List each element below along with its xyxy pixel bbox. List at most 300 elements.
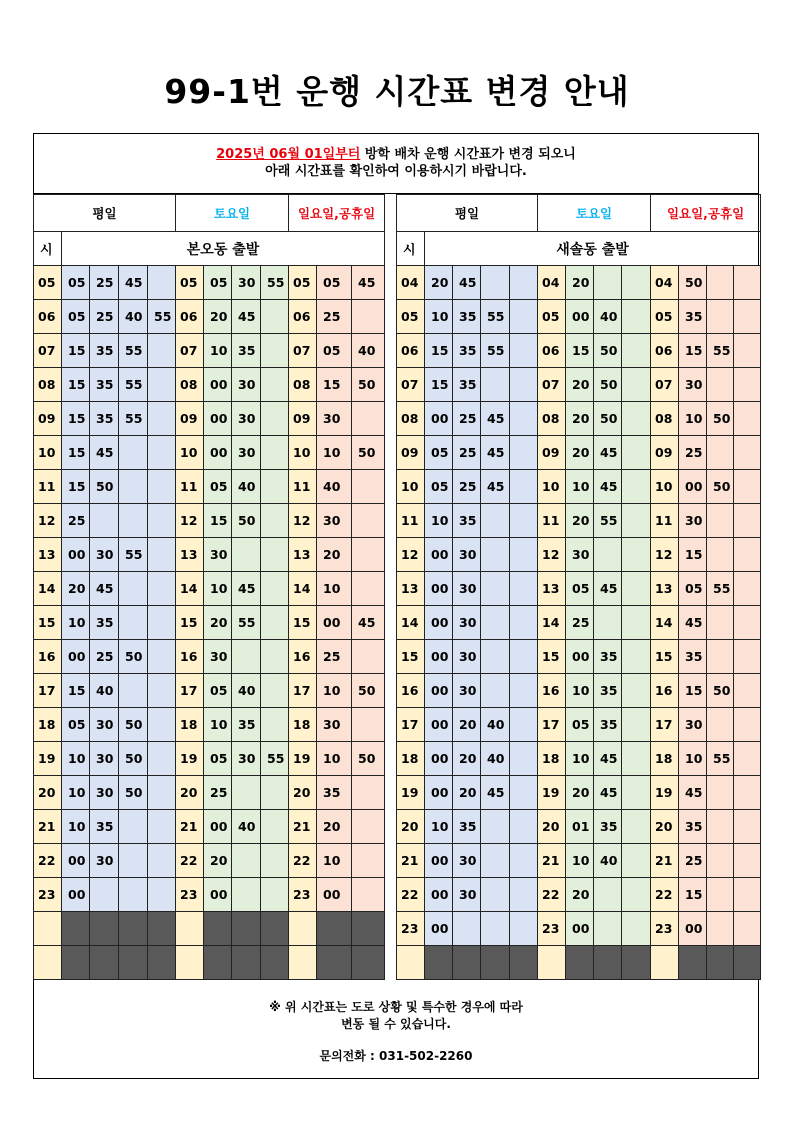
weekday-minute <box>148 878 176 912</box>
saturday-minute: 10 <box>566 844 594 878</box>
hour-cell: 19 <box>538 776 566 810</box>
hour-cell: 07 <box>289 334 317 368</box>
unused-cell <box>119 946 148 980</box>
weekday-minute: 15 <box>62 334 90 368</box>
empty-hour-cell <box>176 946 204 980</box>
weekday-minute: 20 <box>453 742 481 776</box>
saturday-minute: 15 <box>204 504 232 538</box>
weekday-minute <box>481 912 510 946</box>
sunday-minute: 40 <box>317 470 352 504</box>
hour-cell: 20 <box>289 776 317 810</box>
weekday-minute: 00 <box>425 402 453 436</box>
weekday-minute: 25 <box>453 436 481 470</box>
saturday-minute: 25 <box>566 606 594 640</box>
sunday-minute <box>734 912 761 946</box>
weekday-minute <box>481 606 510 640</box>
hour-cell: 20 <box>651 810 679 844</box>
weekday-minute <box>481 538 510 572</box>
sunday-minute: 30 <box>317 402 352 436</box>
hour-cell: 13 <box>651 572 679 606</box>
sunday-minute: 25 <box>679 844 707 878</box>
sunday-minute <box>707 504 734 538</box>
weekday-minute <box>148 368 176 402</box>
sunday-minute <box>734 810 761 844</box>
sunday-minute: 20 <box>317 538 352 572</box>
weekday-minute: 15 <box>62 402 90 436</box>
weekday-minute: 20 <box>453 708 481 742</box>
hour-cell: 08 <box>289 368 317 402</box>
hour-cell: 11 <box>34 470 62 504</box>
hour-cell: 18 <box>397 742 425 776</box>
weekday-minute: 50 <box>90 470 119 504</box>
left-row-19 <box>34 742 385 776</box>
notice-effective-date: 2025년 06월 01일부터 <box>216 147 361 162</box>
saturday-minute: 20 <box>566 776 594 810</box>
unused-cell <box>425 946 453 980</box>
hour-cell: 15 <box>538 640 566 674</box>
left-row-21 <box>34 810 385 844</box>
weekday-minute <box>510 742 538 776</box>
weekday-minute <box>510 368 538 402</box>
empty-hour-cell <box>651 946 679 980</box>
sunday-minute: 25 <box>679 436 707 470</box>
saturday-minute <box>261 810 289 844</box>
hour-cell: 23 <box>176 878 204 912</box>
saturday-minute <box>261 334 289 368</box>
left-empty-row <box>34 946 385 980</box>
right-label-weekday: 평일 <box>454 206 480 221</box>
weekday-minute: 25 <box>90 640 119 674</box>
saturday-minute: 01 <box>566 810 594 844</box>
sunday-minute: 10 <box>317 674 352 708</box>
weekday-minute: 10 <box>62 742 90 776</box>
saturday-minute: 10 <box>566 742 594 776</box>
hour-cell: 20 <box>176 776 204 810</box>
saturday-minute: 30 <box>204 640 232 674</box>
saturday-minute: 05 <box>204 674 232 708</box>
saturday-minute: 45 <box>232 300 261 334</box>
hour-cell: 06 <box>289 300 317 334</box>
hour-cell: 05 <box>289 266 317 300</box>
sunday-minute <box>734 334 761 368</box>
sunday-minute <box>734 742 761 776</box>
sunday-minute: 15 <box>679 538 707 572</box>
weekday-minute <box>148 742 176 776</box>
weekday-minute: 10 <box>62 776 90 810</box>
sunday-minute: 35 <box>679 640 707 674</box>
hour-cell: 22 <box>651 878 679 912</box>
sunday-minute: 10 <box>679 402 707 436</box>
weekday-minute: 45 <box>481 776 510 810</box>
right-row-21 <box>397 844 761 878</box>
hour-cell: 19 <box>34 742 62 776</box>
left-station-name: 본오동 출발 <box>62 232 385 266</box>
weekday-minute: 30 <box>453 538 481 572</box>
sunday-minute <box>352 844 385 878</box>
weekday-minute: 40 <box>481 742 510 776</box>
sunday-minute: 50 <box>352 368 385 402</box>
sunday-minute <box>352 402 385 436</box>
weekday-minute: 20 <box>453 776 481 810</box>
unused-cell <box>90 912 119 946</box>
weekday-minute: 30 <box>453 844 481 878</box>
hour-cell: 15 <box>651 640 679 674</box>
left-row-22 <box>34 844 385 878</box>
saturday-minute: 40 <box>232 470 261 504</box>
hour-cell: 18 <box>289 708 317 742</box>
hour-cell: 05 <box>651 300 679 334</box>
weekday-minute <box>119 436 148 470</box>
sunday-minute: 55 <box>707 572 734 606</box>
saturday-minute: 00 <box>566 912 594 946</box>
weekday-minute: 00 <box>425 742 453 776</box>
sunday-minute: 50 <box>352 436 385 470</box>
unused-cell <box>148 946 176 980</box>
sunday-minute <box>734 470 761 504</box>
hour-cell: 21 <box>289 810 317 844</box>
weekday-minute: 35 <box>90 606 119 640</box>
saturday-minute <box>622 742 651 776</box>
hour-cell: 17 <box>289 674 317 708</box>
hour-cell: 07 <box>538 368 566 402</box>
weekday-minute: 25 <box>90 266 119 300</box>
weekday-minute <box>510 300 538 334</box>
saturday-minute <box>232 776 261 810</box>
hour-cell: 10 <box>538 470 566 504</box>
saturday-minute <box>622 640 651 674</box>
weekday-minute <box>481 878 510 912</box>
empty-hour-cell <box>176 912 204 946</box>
saturday-minute: 30 <box>566 538 594 572</box>
saturday-minute <box>622 504 651 538</box>
hour-cell: 23 <box>397 912 425 946</box>
weekday-minute <box>510 266 538 300</box>
saturday-minute: 10 <box>204 334 232 368</box>
right-row-10 <box>397 470 761 504</box>
hour-cell: 08 <box>538 402 566 436</box>
sunday-minute <box>352 470 385 504</box>
hour-cell: 22 <box>397 878 425 912</box>
weekday-minute <box>510 810 538 844</box>
hour-cell: 18 <box>34 708 62 742</box>
hour-cell: 06 <box>176 300 204 334</box>
left-row-11 <box>34 470 385 504</box>
unused-cell <box>453 946 481 980</box>
weekday-minute: 50 <box>119 776 148 810</box>
saturday-minute <box>594 538 622 572</box>
saturday-minute <box>622 266 651 300</box>
sunday-minute: 05 <box>317 266 352 300</box>
weekday-minute: 20 <box>62 572 90 606</box>
saturday-minute: 35 <box>232 708 261 742</box>
hour-cell: 20 <box>538 810 566 844</box>
sunday-minute: 35 <box>679 810 707 844</box>
saturday-minute <box>622 674 651 708</box>
weekday-minute: 10 <box>425 810 453 844</box>
hour-cell: 09 <box>289 402 317 436</box>
saturday-minute: 05 <box>204 266 232 300</box>
weekday-minute: 55 <box>119 334 148 368</box>
saturday-minute <box>622 844 651 878</box>
weekday-minute <box>148 538 176 572</box>
weekday-minute <box>90 878 119 912</box>
hour-cell: 11 <box>397 504 425 538</box>
left-label-weekday: 평일 <box>92 206 117 221</box>
sunday-minute: 50 <box>352 742 385 776</box>
sunday-minute <box>734 538 761 572</box>
weekday-minute: 00 <box>425 844 453 878</box>
unused-cell <box>707 946 734 980</box>
hour-cell: 12 <box>176 504 204 538</box>
weekday-minute <box>481 368 510 402</box>
weekday-minute: 30 <box>453 878 481 912</box>
saturday-minute: 55 <box>261 742 289 776</box>
weekday-minute: 45 <box>453 266 481 300</box>
right-row-23 <box>397 912 761 946</box>
weekday-minute <box>510 572 538 606</box>
saturday-minute <box>261 402 289 436</box>
weekday-minute: 30 <box>453 606 481 640</box>
saturday-minute: 35 <box>594 674 622 708</box>
saturday-minute: 35 <box>594 640 622 674</box>
hour-cell: 12 <box>538 538 566 572</box>
sunday-minute: 30 <box>317 708 352 742</box>
hour-cell: 13 <box>34 538 62 572</box>
saturday-minute: 50 <box>232 504 261 538</box>
hour-cell: 07 <box>34 334 62 368</box>
weekday-minute <box>510 878 538 912</box>
hour-cell: 10 <box>397 470 425 504</box>
hour-cell: 15 <box>34 606 62 640</box>
saturday-minute: 05 <box>566 572 594 606</box>
saturday-minute: 30 <box>232 436 261 470</box>
hour-cell: 09 <box>34 402 62 436</box>
weekday-minute <box>510 606 538 640</box>
saturday-minute <box>261 640 289 674</box>
weekday-minute: 00 <box>425 878 453 912</box>
saturday-minute <box>261 844 289 878</box>
weekday-minute: 05 <box>62 266 90 300</box>
hour-cell: 23 <box>289 878 317 912</box>
saturday-minute <box>261 538 289 572</box>
weekday-minute: 45 <box>481 402 510 436</box>
saturday-minute <box>261 368 289 402</box>
sunday-minute <box>352 878 385 912</box>
weekday-minute: 15 <box>62 436 90 470</box>
saturday-minute: 00 <box>204 402 232 436</box>
hour-cell: 20 <box>34 776 62 810</box>
weekday-minute: 55 <box>119 402 148 436</box>
sunday-minute: 30 <box>679 708 707 742</box>
hour-cell: 05 <box>34 266 62 300</box>
weekday-minute: 05 <box>425 436 453 470</box>
weekday-minute <box>510 504 538 538</box>
weekday-minute <box>148 708 176 742</box>
saturday-minute: 35 <box>232 334 261 368</box>
saturday-minute <box>261 878 289 912</box>
weekday-minute: 40 <box>481 708 510 742</box>
weekday-minute: 55 <box>119 538 148 572</box>
hour-cell: 06 <box>538 334 566 368</box>
sunday-minute: 50 <box>679 266 707 300</box>
saturday-minute: 00 <box>566 640 594 674</box>
hour-cell: 12 <box>34 504 62 538</box>
weekday-minute <box>510 640 538 674</box>
sunday-minute: 05 <box>679 572 707 606</box>
sunday-minute <box>734 776 761 810</box>
sunday-minute <box>734 674 761 708</box>
hour-cell: 06 <box>651 334 679 368</box>
weekday-minute: 00 <box>425 776 453 810</box>
hour-cell: 16 <box>176 640 204 674</box>
weekday-minute: 30 <box>453 674 481 708</box>
saturday-minute: 00 <box>204 368 232 402</box>
saturday-minute: 50 <box>594 368 622 402</box>
weekday-minute: 35 <box>453 504 481 538</box>
weekday-minute: 00 <box>425 674 453 708</box>
unused-cell <box>352 912 385 946</box>
weekday-minute <box>148 640 176 674</box>
right-header-weekday <box>397 195 538 232</box>
weekday-minute: 35 <box>453 300 481 334</box>
weekday-minute: 40 <box>90 674 119 708</box>
sunday-minute: 30 <box>679 368 707 402</box>
sunday-minute: 20 <box>317 810 352 844</box>
weekday-minute: 25 <box>453 470 481 504</box>
weekday-minute <box>510 674 538 708</box>
hour-cell: 19 <box>176 742 204 776</box>
sunday-minute <box>707 538 734 572</box>
hour-cell: 08 <box>176 368 204 402</box>
sunday-minute <box>734 606 761 640</box>
right-row-09 <box>397 436 761 470</box>
weekday-minute <box>510 844 538 878</box>
hour-cell: 23 <box>34 878 62 912</box>
hour-cell: 22 <box>289 844 317 878</box>
weekday-minute: 00 <box>425 538 453 572</box>
hour-cell: 17 <box>397 708 425 742</box>
saturday-minute <box>594 878 622 912</box>
weekday-minute: 50 <box>119 742 148 776</box>
saturday-minute <box>594 266 622 300</box>
left-row-07 <box>34 334 385 368</box>
saturday-minute: 00 <box>566 300 594 334</box>
hour-cell: 17 <box>34 674 62 708</box>
saturday-minute <box>622 402 651 436</box>
left-row-16 <box>34 640 385 674</box>
right-row-20 <box>397 810 761 844</box>
hour-cell: 18 <box>538 742 566 776</box>
saturday-minute: 35 <box>594 708 622 742</box>
weekday-minute: 15 <box>62 368 90 402</box>
weekday-minute: 15 <box>425 334 453 368</box>
sunday-minute: 25 <box>317 300 352 334</box>
sunday-minute: 15 <box>679 674 707 708</box>
left-row-18 <box>34 708 385 742</box>
weekday-minute <box>119 504 148 538</box>
right-row-14 <box>397 606 761 640</box>
hour-cell: 14 <box>176 572 204 606</box>
sunday-minute: 25 <box>317 640 352 674</box>
hour-cell: 13 <box>397 572 425 606</box>
hour-cell: 12 <box>289 504 317 538</box>
unused-cell <box>594 946 622 980</box>
sunday-minute <box>352 572 385 606</box>
weekday-minute: 30 <box>453 572 481 606</box>
left-row-17 <box>34 674 385 708</box>
weekday-minute: 35 <box>90 368 119 402</box>
saturday-minute <box>622 810 651 844</box>
sunday-minute <box>352 300 385 334</box>
saturday-minute <box>622 606 651 640</box>
saturday-minute: 50 <box>594 334 622 368</box>
hour-cell: 05 <box>176 266 204 300</box>
sunday-minute <box>734 368 761 402</box>
hour-cell: 14 <box>397 606 425 640</box>
saturday-minute: 30 <box>232 402 261 436</box>
hour-cell: 21 <box>397 844 425 878</box>
right-row-19 <box>397 776 761 810</box>
hour-cell: 09 <box>397 436 425 470</box>
left-row-05 <box>34 266 385 300</box>
weekday-minute <box>510 334 538 368</box>
saturday-minute: 45 <box>594 470 622 504</box>
hour-cell: 19 <box>289 742 317 776</box>
weekday-minute: 30 <box>90 844 119 878</box>
saturday-minute <box>261 572 289 606</box>
weekday-minute <box>148 810 176 844</box>
hour-cell: 19 <box>397 776 425 810</box>
saturday-minute: 40 <box>594 844 622 878</box>
saturday-minute: 20 <box>566 436 594 470</box>
hour-cell: 14 <box>538 606 566 640</box>
unused-cell <box>352 946 385 980</box>
hour-cell: 14 <box>651 606 679 640</box>
saturday-minute <box>622 300 651 334</box>
hour-cell: 19 <box>651 776 679 810</box>
weekday-minute: 05 <box>425 470 453 504</box>
empty-hour-cell <box>34 946 62 980</box>
weekday-minute <box>148 504 176 538</box>
footer-note-2: 변동 될 수 있습니다. <box>341 1017 451 1031</box>
weekday-minute: 00 <box>62 640 90 674</box>
hour-cell: 05 <box>397 300 425 334</box>
right-row-04 <box>397 266 761 300</box>
weekday-minute <box>119 878 148 912</box>
hour-cell: 21 <box>176 810 204 844</box>
hour-cell: 09 <box>651 436 679 470</box>
weekday-minute: 10 <box>425 300 453 334</box>
weekday-minute <box>119 572 148 606</box>
weekday-minute: 35 <box>453 368 481 402</box>
left-row-15 <box>34 606 385 640</box>
hour-cell: 22 <box>176 844 204 878</box>
saturday-minute: 20 <box>566 368 594 402</box>
sunday-minute: 45 <box>352 266 385 300</box>
weekday-minute <box>510 402 538 436</box>
notice-text-2: 아래 시간표를 확인하여 이용하시기 바랍니다. <box>265 164 527 179</box>
hour-cell: 12 <box>397 538 425 572</box>
saturday-minute <box>261 504 289 538</box>
unused-cell <box>62 912 90 946</box>
weekday-minute: 45 <box>119 266 148 300</box>
left-row-10 <box>34 436 385 470</box>
saturday-minute: 10 <box>204 572 232 606</box>
hour-cell: 15 <box>289 606 317 640</box>
weekday-minute: 35 <box>90 810 119 844</box>
left-hour-header: 시 <box>34 232 62 266</box>
saturday-minute <box>622 572 651 606</box>
